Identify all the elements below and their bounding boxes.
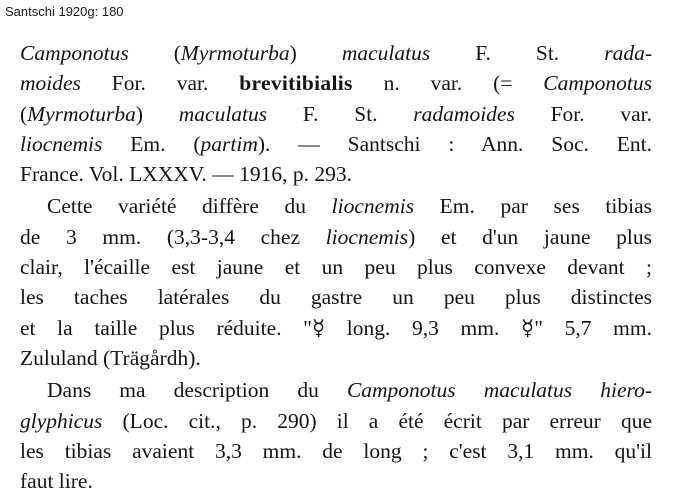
text-run: Em. par ses tibias	[414, 194, 652, 219]
text-line	[20, 252, 652, 282]
italic-term: maculatus	[178, 101, 268, 126]
italic-term: rada-	[604, 41, 652, 65]
text-run: (	[20, 101, 28, 126]
text-line	[20, 222, 652, 252]
text-line	[20, 313, 652, 343]
bold-term: brevitibialis	[239, 71, 353, 96]
text-line	[20, 68, 652, 98]
text-run: et la taille plus réduite. "☿ long. 9,3 mm. ☿" 5,7 mm.	[20, 315, 652, 340]
text-line	[20, 436, 652, 466]
text-run: ). — Santschi : Ann. Soc. Ent.	[257, 131, 652, 156]
italic-term: liocnemis	[325, 224, 409, 249]
italic-term: liocnemis	[20, 131, 103, 156]
text-run: Dans ma description du	[47, 378, 347, 403]
text-line	[20, 38, 652, 68]
text-run: Cette variété diffère du	[47, 194, 332, 219]
paragraph-comparison	[20, 191, 652, 373]
text-line	[20, 282, 652, 312]
italic-term: Camponotus	[543, 71, 652, 96]
italic-term: radamoides	[413, 101, 515, 126]
italic-term: Camponotus maculatus hiero-	[346, 378, 652, 403]
text-run: For. var.	[514, 101, 652, 126]
italic-term: maculatus	[341, 41, 431, 65]
italic-term: Myrmoturba	[27, 101, 136, 126]
italic-term: glyphicus	[20, 408, 103, 433]
paragraph-description	[20, 38, 652, 189]
text-line	[20, 159, 652, 189]
text-line	[20, 343, 652, 373]
italic-term: Camponotus	[20, 41, 129, 65]
text-line	[20, 191, 652, 221]
scanned-text	[20, 38, 652, 496]
text-run: Em. (	[102, 131, 201, 156]
page-citation: Santschi 1920g: 180	[5, 4, 124, 19]
italic-term: partim	[200, 131, 258, 156]
text-run: F. St.	[430, 41, 605, 65]
text-run: clair, l'écaille est jaune et un peu plus convexe devant ;	[20, 255, 652, 280]
italic-term: liocnemis	[331, 194, 415, 219]
text-run: France. Vol. LXXXV. — 1916, p. 293.	[20, 162, 353, 187]
text-run: faut lire.	[20, 469, 93, 494]
text-run: de 3 mm. (3,3-3,4 chez	[20, 224, 326, 249]
text-run: )	[135, 101, 179, 126]
text-line	[20, 99, 652, 129]
text-run: les taches latérales du gastre un peu plus distinctes	[20, 285, 652, 310]
text-run: ) et d'un jaune plus	[408, 224, 653, 249]
text-line	[20, 406, 652, 436]
italic-term: Myrmoturba	[180, 41, 290, 65]
text-run: n. var. (=	[352, 71, 544, 96]
text-run: F. St.	[267, 101, 414, 126]
text-run: Zululand (Trägårdh).	[20, 345, 201, 370]
text-run: )	[289, 41, 342, 65]
italic-term: moides	[20, 71, 81, 96]
text-run: les tibias avaient 3,3 mm. de long ; c'est 3,1 mm. qu'il	[20, 438, 652, 463]
text-line	[20, 129, 652, 159]
text-line	[20, 466, 652, 496]
text-run: For. var.	[80, 71, 240, 96]
text-line	[20, 375, 652, 405]
paragraph-correction	[20, 375, 652, 496]
text-run: (	[128, 41, 181, 65]
text-run: (Loc. cit., p. 290) il a été écrit par erreur que	[102, 408, 652, 433]
